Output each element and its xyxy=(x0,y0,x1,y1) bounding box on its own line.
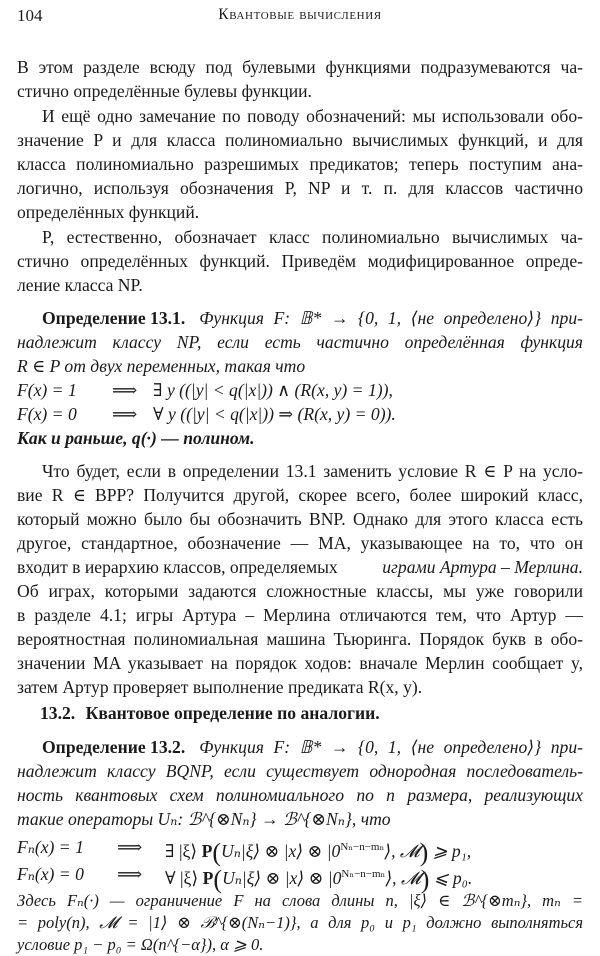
def132-math2-lhs: Fₙ(x) = 0 xyxy=(17,864,84,884)
probability-symbol: P xyxy=(202,867,214,888)
para4-line4: другое, стандартное, обозначение — MA, указывающее на то, что он xyxy=(17,533,583,553)
right-paren-icon: ) xyxy=(420,864,430,894)
para4-line7: в разделе 4.1; игры Артура – Мерлина отличаются тем, что Артур — xyxy=(17,605,583,625)
def131-math2-lhs: F(x) = 0 xyxy=(17,404,77,424)
left-paren-icon: ( xyxy=(212,837,222,867)
arthur-merlin-games-term: играми Артура – Мерлина. xyxy=(382,557,583,577)
def131-text1: Функция F: 𝔹* → {0, 1, ⟨не определено⟩} при- xyxy=(199,308,583,328)
section-number: 13.2. xyxy=(40,703,76,723)
running-title: Квантовые вычисления xyxy=(218,6,382,23)
probability-symbol: P xyxy=(201,840,213,861)
def132-note-line1: Здесь Fₙ(·) — ограничение F на слова длины n, |ξ⟩ ∈ ℬ^{⊗mₙ}, mₙ = xyxy=(17,891,583,910)
section-title: Квантовое определение по аналогии. xyxy=(85,703,380,723)
def132-math1-lhs: Fₙ(x) = 1 xyxy=(17,837,84,857)
def132-math2-sup: Nₙ−n−mₙ xyxy=(341,868,386,880)
para3-line3: ление класса NP. xyxy=(17,275,143,295)
implies-icon: ⟹ xyxy=(112,404,138,424)
def132-math2-rel: ⩽ p₀. xyxy=(433,867,473,888)
section-heading xyxy=(40,702,380,724)
para2-line1: И ещё одно замечание по поводу обозначений: мы использовали обо- xyxy=(42,106,583,126)
def132-note-line3: условие p₁ − p₀ = Ω(n^{−α}), α ⩾ 0. xyxy=(17,935,264,954)
para4-line1: Что будет, если в определении 13.1 заменить условие R ∈ P на усло- xyxy=(42,461,583,481)
def132-math2-body: Uₙ|ξ⟩ ⊗ |x⟩ ⊗ |0 xyxy=(222,867,342,888)
para3-line2: стично определённых функций. Приведём модифицированное опреде- xyxy=(17,251,583,271)
implies-icon: ⟹ xyxy=(112,380,138,400)
def132-math2-tail: ⟩, 𝓜 xyxy=(385,867,421,888)
exists-quantifier: ∃ |ξ⟩ xyxy=(165,840,198,861)
def132-line1 xyxy=(42,736,583,758)
page-number: 104 xyxy=(17,6,43,25)
para4-line8: вероятностная полиномиальная машина Тьюринга. Порядок букв в обо- xyxy=(17,629,583,649)
def132-math1-sup: Nₙ−n−mₙ xyxy=(340,841,385,853)
def132-text1: Функция F: 𝔹* → {0, 1, ⟨не определено⟩} при- xyxy=(199,737,583,757)
def131-line2: надлежит классу NP, если есть частично определённая функция xyxy=(17,332,583,352)
def131-note: Как и раньше, q(·) — полином. xyxy=(17,428,255,448)
def131-math2-rhs: ∀ y ((|y| < q(|x|)) ⇒ (R(x, y) = 0)). xyxy=(153,404,396,424)
implies-icon: ⟹ xyxy=(117,864,143,884)
para1-line2: стично определённые булевы функции. xyxy=(17,81,312,101)
para4-line6: Об играх, которыми задаются сложностные классы, мы уже говорили xyxy=(17,581,583,601)
para2-line2: значение P и для класса полиномиально вычислимых функций, и для xyxy=(17,130,583,150)
implies-icon: ⟹ xyxy=(117,837,143,857)
para4-line5-text: входит в иерархию классов, определяемых xyxy=(17,557,338,577)
para2-line3: класса полиномиально разрешимых предикатов; теперь поступим ана- xyxy=(17,154,583,174)
def132-math1-tail: ⟩, 𝓜 xyxy=(384,840,420,861)
def131-label: Определение 13.1. xyxy=(42,308,186,328)
para2-line5: определённых функций. xyxy=(17,202,200,222)
def132-line4: такие операторы Uₙ: ℬ^{⊗Nₙ} → ℬ^{⊗Nₙ}, что xyxy=(17,809,391,829)
def132-math1-rhs xyxy=(165,836,472,867)
para4-line3: который можно было бы обозначить BNP. Однако для этого класса есть xyxy=(17,509,583,529)
para4-line9: значении MA указывает на порядок ходов: вначале Мерлин сообщает y, xyxy=(17,653,583,673)
para4-line5 xyxy=(17,556,583,578)
para2-line4: логично, используя обозначения P, NP и т. п. для классов частично xyxy=(17,178,583,198)
def132-line2: надлежит классу BQNP, если существует однородная последователь- xyxy=(17,761,583,781)
def132-note-line2: = poly(n), 𝓜 = |1⟩ ⊗ ℬ^{⊗(Nₙ−1)}, а для p₀ и p₁ должно выполняться xyxy=(17,913,583,932)
forall-quantifier: ∀ |ξ⟩ xyxy=(165,867,199,888)
right-paren-icon: ) xyxy=(419,837,429,867)
def132-math2-rhs xyxy=(165,863,473,894)
para3-line1: P, естественно, обозначает класс полиномиально вычислимых ча- xyxy=(42,227,583,247)
def132-math1-body: Uₙ|ξ⟩ ⊗ |x⟩ ⊗ |0 xyxy=(221,840,341,861)
def131-math1-rhs: ∃ y ((|y| < q(|x|)) ∧ (R(x, y) = 1)), xyxy=(153,380,393,400)
def132-math1-rel: ⩾ p₁, xyxy=(432,840,472,861)
left-paren-icon: ( xyxy=(213,864,223,894)
def132-line3: ность квантовых схем полиномиального по n размера, реализующих xyxy=(17,785,583,805)
para4-line10: затем Артур проверяет выполнение предиката R(x, y). xyxy=(17,677,423,697)
def132-label: Определение 13.2. xyxy=(42,737,186,757)
def131-math1-lhs: F(x) = 1 xyxy=(17,380,77,400)
para4-line2: вие R ∈ BPP? Получится другой, скорее всего, более широкий класс, xyxy=(17,485,583,505)
para1-line1: В этом разделе всюду под булевыми функциями подразумеваются ча- xyxy=(17,57,583,77)
def131-line1 xyxy=(42,307,583,329)
def131-line3: R ∈ P от двух переменных, такая что xyxy=(17,356,306,376)
